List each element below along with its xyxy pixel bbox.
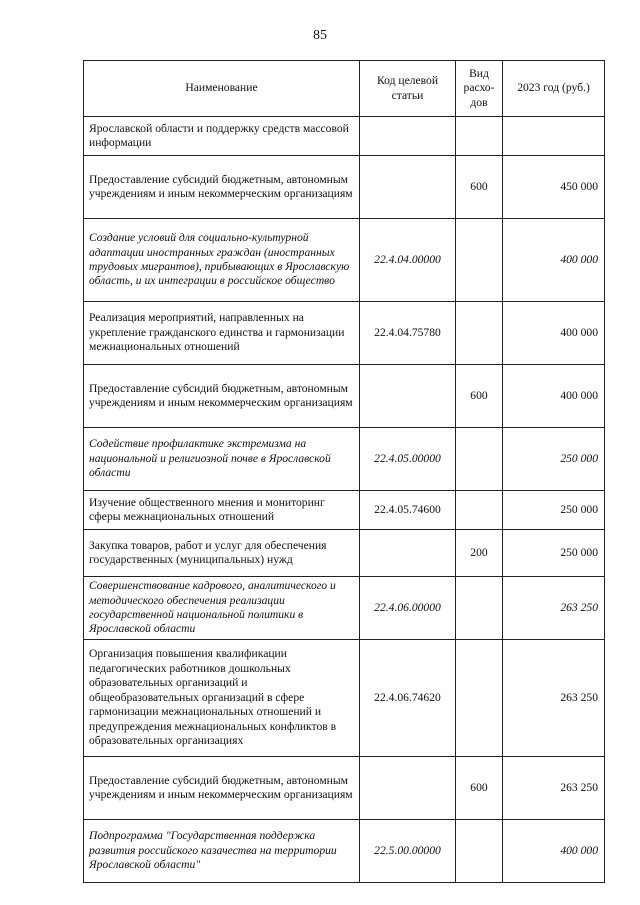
- table-row: [84, 302, 605, 365]
- row-kind: [456, 428, 503, 491]
- row-name: Совершенствование кадрового, аналитического и методического обеспечения реализации государственной национальной политики в Ярославской области: [84, 577, 360, 640]
- table-row: [84, 530, 605, 577]
- row-code: 22.4.05.00000: [360, 428, 456, 491]
- row-kind: [456, 577, 503, 640]
- row-code: 22.4.06.74620: [360, 640, 456, 757]
- table-row: [84, 365, 605, 428]
- row-code: [360, 365, 456, 428]
- row-amount: 263 250: [503, 757, 605, 820]
- table-row: [84, 577, 605, 640]
- row-code: 22.5.00.00000: [360, 820, 456, 883]
- row-amount: 400 000: [503, 219, 605, 302]
- table-row: [84, 640, 605, 757]
- row-code: 22.4.06.00000: [360, 577, 456, 640]
- page-number: 85: [313, 28, 327, 43]
- table-row: [84, 820, 605, 883]
- row-amount: 250 000: [503, 491, 605, 530]
- table-row: [84, 428, 605, 491]
- row-kind: [456, 640, 503, 757]
- table-row: [84, 117, 605, 156]
- row-name: Изучение общественного мнения и мониторинг сферы межнациональных отношений: [84, 491, 360, 530]
- row-name: Закупка товаров, работ и услуг для обеспечения государственных (муниципальных) нужд: [84, 530, 360, 577]
- row-amount: 263 250: [503, 640, 605, 757]
- row-kind: 600: [456, 757, 503, 820]
- row-name: Организация повышения квалификации педагогических работников дошкольных образовательных организаций и общеобразовательных организаций в сфере гармонизации межнациональных отношений и предупреждения межнациональных конфликтов в образовательных организациях: [84, 640, 360, 757]
- header-code: Код целевой статьи: [360, 61, 456, 117]
- row-code: 22.4.05.74600: [360, 491, 456, 530]
- row-kind: 600: [456, 365, 503, 428]
- header-amount: 2023 год (руб.): [503, 61, 605, 117]
- row-amount: [503, 117, 605, 156]
- row-code: [360, 117, 456, 156]
- row-kind: [456, 820, 503, 883]
- row-name: Предоставление субсидий бюджетным, автономным учреждениям и иным некоммерческим организациям: [84, 156, 360, 219]
- table-row: [84, 219, 605, 302]
- header-kind: Вид расхо-дов: [456, 61, 503, 117]
- row-kind: 600: [456, 156, 503, 219]
- row-name: Предоставление субсидий бюджетным, автономным учреждениям и иным некоммерческим организациям: [84, 365, 360, 428]
- row-amount: 263 250: [503, 577, 605, 640]
- table-header-row: [84, 61, 605, 117]
- row-name: Содействие профилактике экстремизма на национальной и религиозной почве в Ярославской области: [84, 428, 360, 491]
- row-name: Предоставление субсидий бюджетным, автономным учреждениям и иным некоммерческим организациям: [84, 757, 360, 820]
- row-code: [360, 530, 456, 577]
- row-code: 22.4.04.00000: [360, 219, 456, 302]
- row-amount: 250 000: [503, 530, 605, 577]
- row-kind: [456, 219, 503, 302]
- row-code: 22.4.04.75780: [360, 302, 456, 365]
- budget-table: [83, 60, 605, 883]
- row-name: Подпрограмма "Государственная поддержка развития российского казачества на территории Ярославской области": [84, 820, 360, 883]
- row-name: Реализация мероприятий, направленных на укрепление гражданского единства и гармонизации межнациональных отношений: [84, 302, 360, 365]
- budget-table-container: [83, 60, 604, 883]
- row-kind: [456, 117, 503, 156]
- row-amount: 250 000: [503, 428, 605, 491]
- row-kind: 200: [456, 530, 503, 577]
- row-amount: 450 000: [503, 156, 605, 219]
- table-row: [84, 156, 605, 219]
- row-name: Создание условий для социально-культурной адаптации иностранных граждан (иностранных трудовых мигрантов), прибывающих в Ярославскую область, и их интеграции в российское общество: [84, 219, 360, 302]
- table-row: [84, 491, 605, 530]
- row-code: [360, 757, 456, 820]
- row-kind: [456, 491, 503, 530]
- table-row: [84, 757, 605, 820]
- row-amount: 400 000: [503, 302, 605, 365]
- row-amount: 400 000: [503, 365, 605, 428]
- row-amount: 400 000: [503, 820, 605, 883]
- row-name: Ярославской области и поддержку средств массовой информации: [84, 117, 360, 156]
- row-kind: [456, 302, 503, 365]
- row-code: [360, 156, 456, 219]
- header-name: Наименование: [84, 61, 360, 117]
